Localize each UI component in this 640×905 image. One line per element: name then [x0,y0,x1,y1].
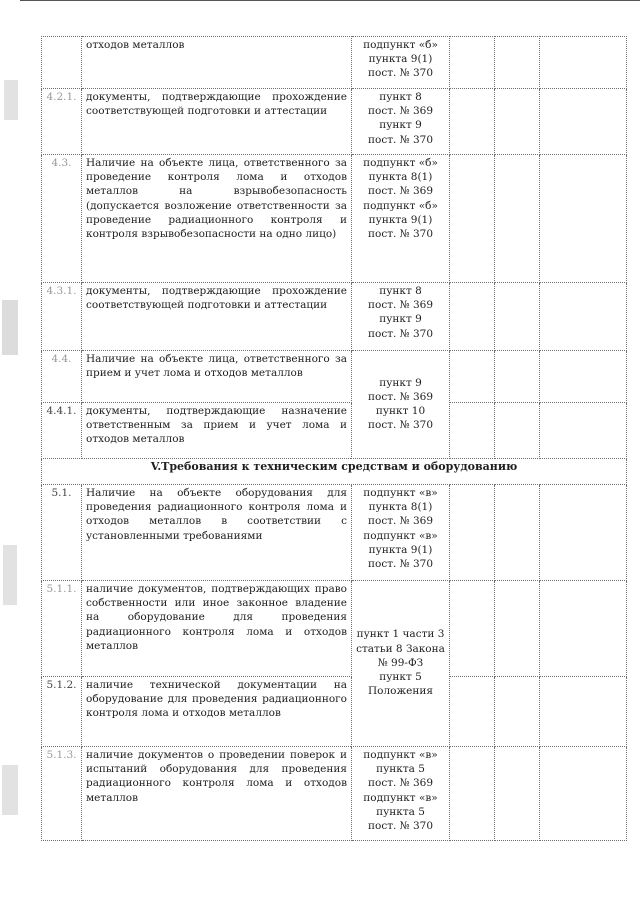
reference-text: пункт 8 пост. № 369 пункт 9 пост. № 370 [368,91,433,146]
table-row [42,283,627,351]
requirement-text: отходов металлов [82,37,352,89]
reference-text: пункт 1 части 3 статьи 8 Закона № 99-ФЗ пункт 5 Положения [356,628,445,698]
answer-yes-cell [450,403,495,459]
table-row [42,485,627,581]
table-row [42,155,627,283]
requirement-text: документы, подтверждающие прохождение соответствующей подготовки и аттестации [82,283,352,351]
row-number: 4.3.1. [42,283,82,351]
section-header-row [42,459,627,485]
answer-no-cell [495,37,540,89]
row-number: 5.1.1. [42,581,82,677]
answer-yes-cell [450,155,495,283]
note-cell [540,485,627,581]
note-cell [540,351,627,403]
requirement-text: наличие документов, подтверждающих право собственности или иное законное владение на оборудование для проведения радиационного контроля лома и отходов металлов [82,581,352,677]
note-cell [540,37,627,89]
reference-text: подпункт «б» пункта 8(1) пост. № 369 подпункт «б» пункта 9(1) пост. № 370 [363,157,438,241]
legal-reference [352,155,450,283]
row-number: 5.1.3. [42,747,82,841]
note-cell [540,283,627,351]
reference-text: подпункт «б» пункта 9(1) пост. № 370 [363,39,438,80]
answer-yes-cell [450,37,495,89]
checklist-table [41,36,627,841]
legal-reference [352,747,450,841]
scan-artifact [4,80,18,120]
answer-yes-cell [450,351,495,403]
note-cell [540,403,627,459]
row-number: 4.3. [42,155,82,283]
answer-no-cell [495,747,540,841]
table-row [42,37,627,89]
answer-no-cell [495,581,540,677]
legal-reference [352,37,450,89]
table-row [42,89,627,155]
requirement-text: Наличие на объекте лица, ответственного за прием и учет лома и отходов металлов [82,351,352,403]
table-row [42,351,627,403]
reference-text: подпункт «в» пункта 5 пост. № 369 подпункт «в» пункта 5 пост. № 370 [363,749,438,833]
row-number: 5.1.2. [42,677,82,747]
note-cell [540,89,627,155]
requirement-text: наличие технической документации на оборудование для проведения радиационного контроля лома и отходов металлов [82,677,352,747]
answer-no-cell [495,155,540,283]
table-row [42,403,627,459]
note-cell [540,155,627,283]
scan-artifact [3,545,17,605]
answer-no-cell [495,283,540,351]
requirement-text: наличие документов о проведении поверок и испытаний оборудования для проведения радиационного контроля лома и отходов металлов [82,747,352,841]
row-number [42,37,82,89]
table-row [42,747,627,841]
note-cell [540,677,627,747]
note-cell [540,581,627,677]
answer-yes-cell [450,89,495,155]
requirement-text: Наличие на объекте оборудования для проведения радиационного контроля лома и отходов металлов в соответствии с установленными требованиями [82,485,352,581]
legal-reference [352,485,450,581]
legal-reference [352,351,450,459]
note-cell [540,747,627,841]
reference-text: пункт 8 пост. № 369 пункт 9 пост. № 370 [368,285,433,340]
row-number: 4.4. [42,351,82,403]
answer-no-cell [495,677,540,747]
answer-yes-cell [450,677,495,747]
table-row [42,677,627,747]
legal-reference [352,581,450,747]
reference-text: подпункт «в» пункта 8(1) пост. № 369 подпункт «в» пункта 9(1) пост. № 370 [363,487,438,571]
scan-artifact [2,765,18,815]
legal-reference [352,89,450,155]
answer-yes-cell [450,747,495,841]
answer-yes-cell [450,485,495,581]
row-number: 5.1. [42,485,82,581]
requirement-text: Наличие на объекте лица, ответственного за проведение контроля лома и отходов металлов на взрывобезопасность (допускается возложение ответственности за проведение радиационного контроля и контроля взрывобезопасности на одно лицо) [82,155,352,283]
section-title: V.Требования к техническим средствам и оборудованию [42,459,627,485]
answer-yes-cell [450,581,495,677]
table-row [42,581,627,677]
scan-artifact [2,300,18,355]
reference-text: пункт 9 пост. № 369 пункт 10 пост. № 370 [368,376,433,432]
answer-no-cell [495,485,540,581]
answer-no-cell [495,89,540,155]
legal-reference [352,283,450,351]
row-number: 4.4.1. [42,403,82,459]
answer-no-cell [495,351,540,403]
page-top-border [20,0,640,1]
requirement-text: документы, подтверждающие прохождение соответствующей подготовки и аттестации [82,89,352,155]
requirement-text: документы, подтверждающие назначение ответственным за прием и учет лома и отходов металлов [82,403,352,459]
answer-no-cell [495,403,540,459]
answer-yes-cell [450,283,495,351]
row-number: 4.2.1. [42,89,82,155]
